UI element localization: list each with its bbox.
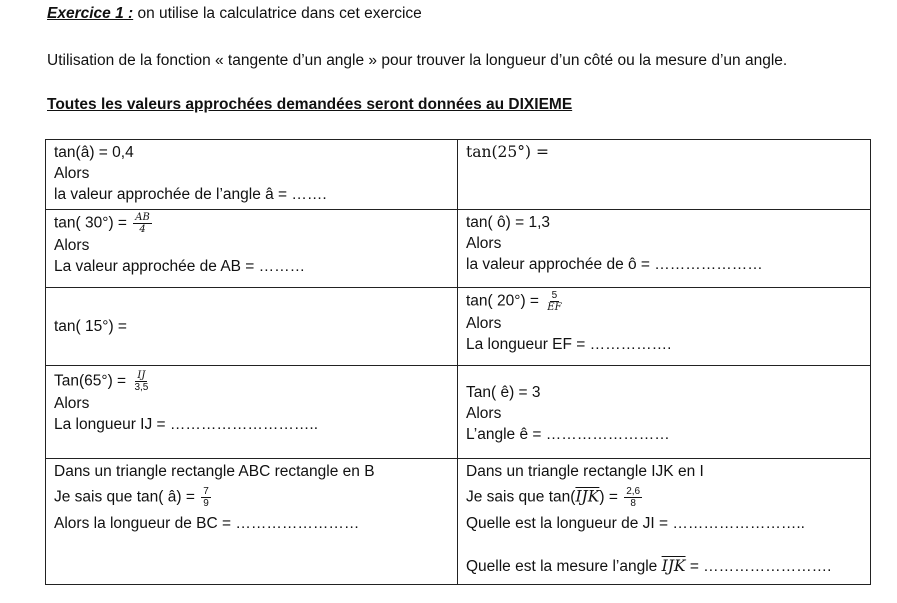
numerator: AB [135, 212, 150, 223]
denominator: 8 [630, 498, 636, 509]
text-line: L’angle ê = …………………… [466, 426, 670, 443]
text-line: La longueur IJ = ……………………….. [54, 416, 319, 433]
text-line: Alors la longueur de BC = …………………… [54, 515, 360, 532]
text-line: Alors [54, 395, 90, 412]
cell-r2-right [458, 210, 871, 288]
text-line: tan( 15°) = [54, 318, 127, 335]
expression: = ……………………. [689, 558, 832, 575]
text-line: Quelle est la longueur de JI = …………………….. [466, 515, 805, 532]
expression: Quelle est la mesure l’angle [466, 558, 658, 575]
text-line: la valeur approchée de ô = ………………… [466, 256, 763, 273]
fraction [132, 370, 150, 393]
exercise-label: Exercice 1 : [47, 5, 134, 22]
text-line: la valeur approchée de l’angle â = ……. [54, 186, 327, 203]
instruction-text: Toutes les valeurs approchées demandées seront données au DIXIEME [47, 96, 573, 113]
fraction [624, 486, 642, 509]
fraction [545, 290, 563, 313]
denominator: EF [547, 302, 562, 313]
text-line [54, 212, 449, 235]
text-line: Alors [54, 237, 90, 254]
text-line: tan(25°) = [466, 143, 549, 161]
denominator: 4 [139, 224, 146, 235]
cell-r2-left [46, 210, 458, 288]
table-row [46, 140, 871, 210]
text-line: tan( ô) = 1,3 [466, 214, 551, 231]
text-line [466, 486, 862, 509]
expression: tan( 30°) = [54, 214, 127, 232]
cell-r1-left [46, 140, 458, 210]
exercise-table [45, 139, 871, 585]
numerator: 5 [551, 290, 558, 301]
spacer [466, 368, 862, 382]
cell-r3-left [46, 288, 458, 366]
angle-symbol: $\overline{IJK}$ [575, 487, 600, 506]
text-line: La longueur EF = ……………. [466, 336, 672, 353]
text-line: tan(â) = 0,4 [54, 144, 134, 161]
table-row [46, 288, 871, 366]
table-row [46, 210, 871, 288]
cell-r1-right [458, 140, 871, 210]
table-row [46, 459, 871, 585]
intro-text: Utilisation de la fonction « tangente d’un angle » pour trouver la longueur d’un côté ou la mesure d’un angle. [47, 52, 788, 69]
table-row [46, 366, 871, 459]
denominator: 9 [203, 498, 209, 509]
exercise-title [47, 5, 422, 23]
text-line: La valeur approchée de AB = ……… [54, 258, 306, 275]
text-line [54, 486, 449, 509]
angle-symbol: $\overline{IJK}$ [661, 557, 686, 575]
numerator: 2,6 [626, 486, 641, 497]
text-line: Tan( ê) = 3 [466, 384, 541, 401]
exercise-text: on utilise la calculatrice dans cet exercice [133, 5, 422, 22]
text-line [466, 290, 862, 313]
expression: Je sais que tan( [466, 488, 576, 506]
expression: Je sais que tan( â) = [54, 488, 195, 506]
cell-r3-right [458, 288, 871, 366]
denominator: 3,5 [134, 382, 149, 393]
cell-r4-left [46, 366, 458, 459]
text-line: Dans un triangle rectangle ABC rectangle en B [54, 463, 375, 480]
text-line: Alors [466, 235, 502, 252]
text-line [466, 556, 862, 577]
text-line: Alors [466, 315, 502, 332]
expression: ) = [599, 488, 618, 506]
cell-r4-right [458, 366, 871, 459]
fraction [201, 486, 211, 509]
cell-r5-right [458, 459, 871, 585]
expression: tan( 20°) = [466, 292, 539, 310]
numerator: 7 [203, 486, 209, 497]
numerator: IJ [137, 370, 146, 381]
fraction [133, 212, 152, 235]
text-line: Alors [54, 165, 90, 182]
text-line: Alors [466, 405, 502, 422]
cell-r5-left [46, 459, 458, 585]
expression: Tan(65°) = [54, 372, 127, 390]
text-line: Dans un triangle rectangle IJK en I [466, 463, 704, 480]
text-line [54, 370, 449, 393]
